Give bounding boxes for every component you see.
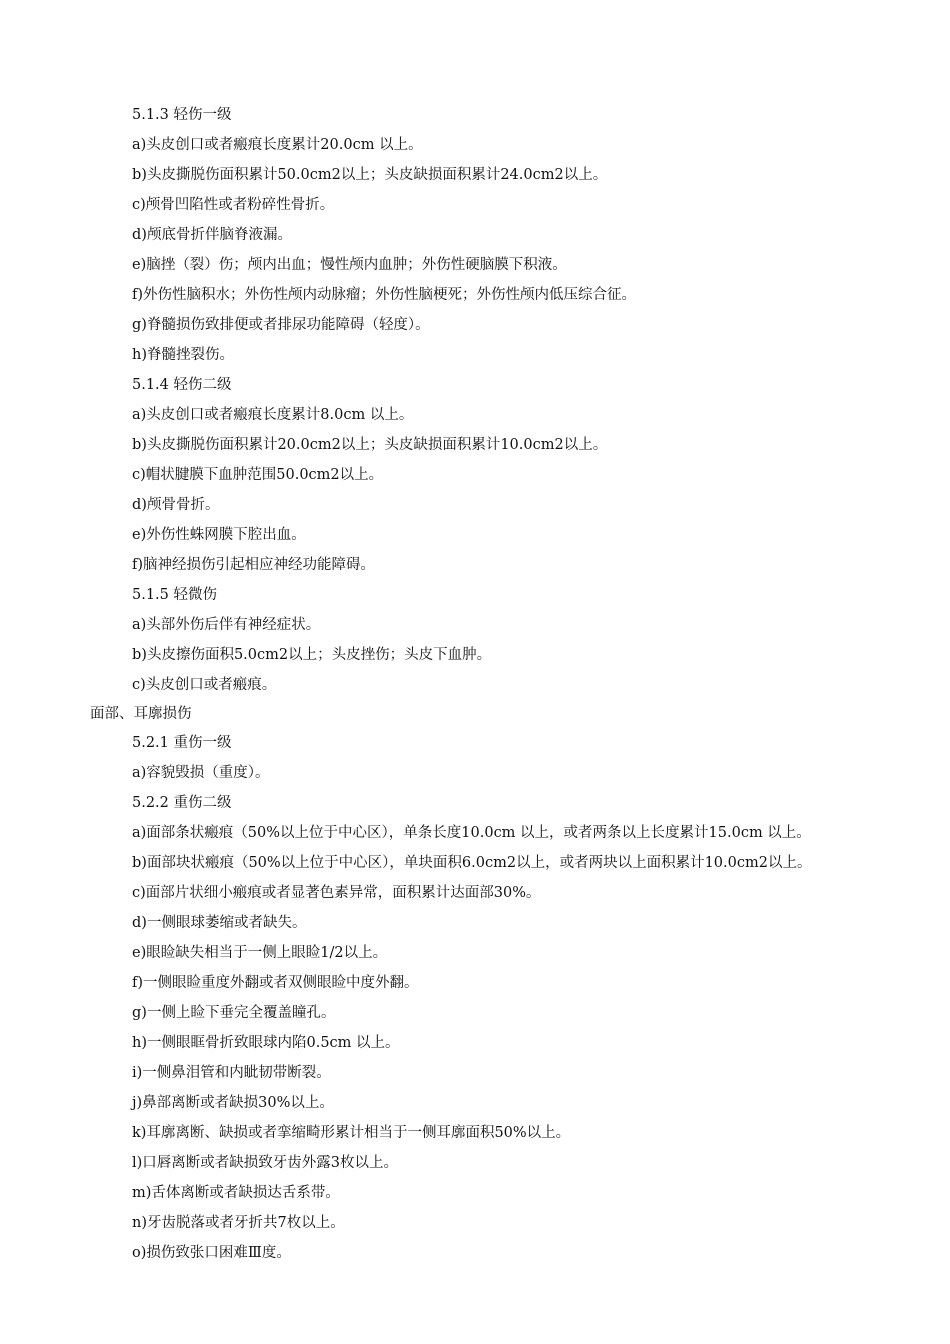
- list-item: l)口唇离断或者缺损致牙齿外露3枚以上。: [132, 1155, 399, 1171]
- list-item: h)脊髓挫裂伤。: [132, 347, 234, 363]
- list-item: b)面部块状瘢痕（50%以上位于中心区），单块面积6.0cm2以上，或者两块以上面积累计10.0cm2以上。: [132, 855, 812, 871]
- list-item: o)损伤致张口困难Ⅲ度。: [132, 1245, 291, 1261]
- list-item: f)一侧眼睑重度外翻或者双侧眼睑中度外翻。: [132, 975, 419, 991]
- section-heading: 5.1.5 轻微伤: [132, 587, 218, 603]
- list-item: b)头皮撕脱伤面积累计50.0cm2以上；头皮缺损面积累计24.0cm2以上。: [132, 167, 608, 183]
- list-item: d)颅底骨折伴脑脊液漏。: [132, 227, 292, 243]
- list-item: d)一侧眼球萎缩或者缺失。: [132, 915, 307, 931]
- list-item: h)一侧眼眶骨折致眼球内陷0.5cm 以上。: [132, 1035, 400, 1051]
- list-item: a)头皮创口或者瘢痕长度累计8.0cm 以上。: [132, 407, 414, 423]
- list-item: k)耳廓离断、缺损或者挛缩畸形累计相当于一侧耳廓面积50%以上。: [132, 1125, 571, 1141]
- list-item: c)面部片状细小瘢痕或者显著色素异常，面积累计达面部30%。: [132, 885, 541, 901]
- section-heading: 5.1.3 轻伤一级: [132, 107, 232, 123]
- list-item: a)面部条状瘢痕（50%以上位于中心区），单条长度10.0cm 以上，或者两条以上长度累计15.0cm 以上。: [132, 825, 811, 841]
- list-item: j)鼻部离断或者缺损30%以上。: [132, 1095, 334, 1111]
- list-item: b)头皮撕脱伤面积累计20.0cm2以上；头皮缺损面积累计10.0cm2以上。: [132, 437, 608, 453]
- list-item: e)眼睑缺失相当于一侧上眼睑1/2以上。: [132, 945, 388, 961]
- list-item: b)头皮擦伤面积5.0cm2以上；头皮挫伤；头皮下血肿。: [132, 647, 492, 663]
- list-item: c)头皮创口或者瘢痕。: [132, 677, 277, 693]
- list-item: c)颅骨凹陷性或者粉碎性骨折。: [132, 197, 335, 213]
- document-page: [0, 100, 950, 1268]
- list-item: f)外伤性脑积水；外伤性颅内动脉瘤；外伤性脑梗死；外伤性颅内低压综合征。: [132, 287, 637, 303]
- list-item: a)容貌毁损（重度）。: [132, 765, 270, 781]
- list-item: d)颅骨骨折。: [132, 497, 220, 513]
- list-item: n)牙齿脱落或者牙折共7枚以上。: [132, 1215, 345, 1231]
- list-item: g)一侧上睑下垂完全覆盖瞳孔。: [132, 1005, 336, 1021]
- section-heading: 5.2.2 重伤二级: [132, 795, 232, 811]
- section-heading: 5.2.1 重伤一级: [132, 735, 232, 751]
- list-item: c)帽状腱膜下血肿范围50.0cm2以上。: [132, 467, 384, 483]
- list-item: a)头部外伤后伴有神经症状。: [132, 617, 321, 633]
- section-heading: 5.1.4 轻伤二级: [132, 377, 232, 393]
- list-item: m)舌体离断或者缺损达舌系带。: [132, 1185, 340, 1201]
- list-item: f)脑神经损伤引起相应神经功能障碍。: [132, 557, 376, 573]
- list-item: a)头皮创口或者瘢痕长度累计20.0cm 以上。: [132, 137, 423, 153]
- chapter-heading: 面部、耳廓损伤: [90, 706, 192, 722]
- list-item: e)脑挫（裂）伤；颅内出血；慢性颅内血肿；外伤性硬脑膜下积液。: [132, 257, 567, 273]
- list-item: g)脊髓损伤致排便或者排尿功能障碍（轻度）。: [132, 317, 430, 333]
- list-item: e)外伤性蛛网膜下腔出血。: [132, 527, 306, 543]
- list-item: i)一侧鼻泪管和内眦韧带断裂。: [132, 1065, 331, 1081]
